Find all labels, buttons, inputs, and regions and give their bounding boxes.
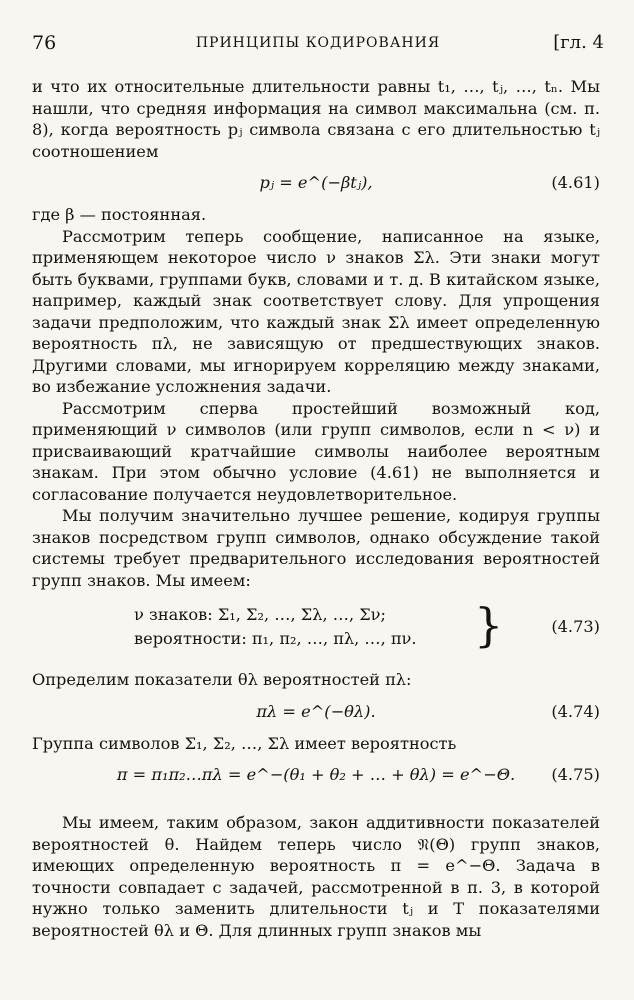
equation-4-73-row-1: ν знаков: Σ₁, Σ₂, …, Σλ, …, Σν; (134, 605, 386, 624)
equation-4-73 (32, 598, 600, 657)
equation-4-74-number: (4.74) (551, 701, 600, 721)
paragraph-8: Мы имеем, таким образом, закон аддитивности показателей вероятностей θ. Найдем теперь число 𝔑(Θ) групп знаков, имеющих определенную вероятность π = e^−Θ. Задача в точности совпадает с задачей, рассмотренной в п. 3, в которой нужно только заменить длительности tⱼ и T показателями вероятностей θλ и Θ. Для длинных групп знаков мы (32, 813, 600, 940)
equation-4-75-number: (4.75) (551, 765, 600, 784)
equation-4-75-formula: π = π₁π₂…πλ = e^−(θ₁ + θ₂ + … + θλ) = e^−Θ. (116, 765, 516, 784)
running-title: ПРИНЦИПЫ КОДИРОВАНИЯ (195, 35, 441, 51)
equation-4-61 (32, 166, 600, 200)
right-brace: } (474, 598, 504, 652)
paragraph-4: Рассмотрим сперва простейший возможный код, применяющий ν символов (или групп символов, если n < ν) и присваивающий кратчайшие символы наиболее вероятным знакам. При этом обычно условие (4.61) не выполняется и согласование получается неудовлетворительное. (32, 398, 600, 504)
equation-4-61-number: (4.61) (551, 173, 600, 192)
equation-4-73-number: (4.73) (551, 617, 600, 636)
equation-4-73-row-2: вероятности: π₁, π₂, …, πλ, …, πν. (134, 629, 417, 648)
equation-4-74-formula: πλ = e^(−θλ). (256, 701, 376, 721)
page-number: 76 (32, 32, 57, 54)
paragraph-6: Определим показатели θλ вероятностей πλ: (32, 670, 412, 689)
paragraph-2: где β — постоянная. (32, 205, 207, 224)
equation-4-61-formula: pⱼ = e^(−βtⱼ), (259, 173, 373, 192)
paragraph-3: Рассмотрим теперь сообщение, написанное на языке, применяющем некоторое число ν знаков Σλ. Эти знаки могут быть буквами, группами букв, словами и т. д. В китайском языке, например, каждый знак соответствует слову. Для упрощения задачи предположим, что каждый знак Σλ имеет определенную вероятность πλ, не зависящую от предшествующих знаков. Другими словами, мы игнорируем корреляцию между знаками, во избежание усложнения задачи. (32, 226, 600, 396)
equation-4-75 (32, 758, 600, 792)
paragraph-1: и что их относительные длительности равны t₁, …, tⱼ, …, tₙ. Мы нашли, что средняя информация на символ максимальна (см. п. 8), когда вероятность pⱼ символа связана с его длительностью tⱼ соотношением (32, 77, 600, 161)
page-body (32, 76, 600, 941)
chapter-label: [гл. 4 (553, 32, 604, 53)
paragraph-7: Группа символов Σ₁, Σ₂, …, Σλ имеет вероятность (32, 733, 457, 753)
paragraph-5: Мы получим значительно лучшее решение, кодируя группы знаков посредством групп символов, однако обсуждение такой системы требует предварительного исследования вероятностей групп знаков. Мы имеем: (32, 506, 600, 590)
page-header (32, 30, 604, 56)
equation-4-74 (32, 695, 600, 729)
